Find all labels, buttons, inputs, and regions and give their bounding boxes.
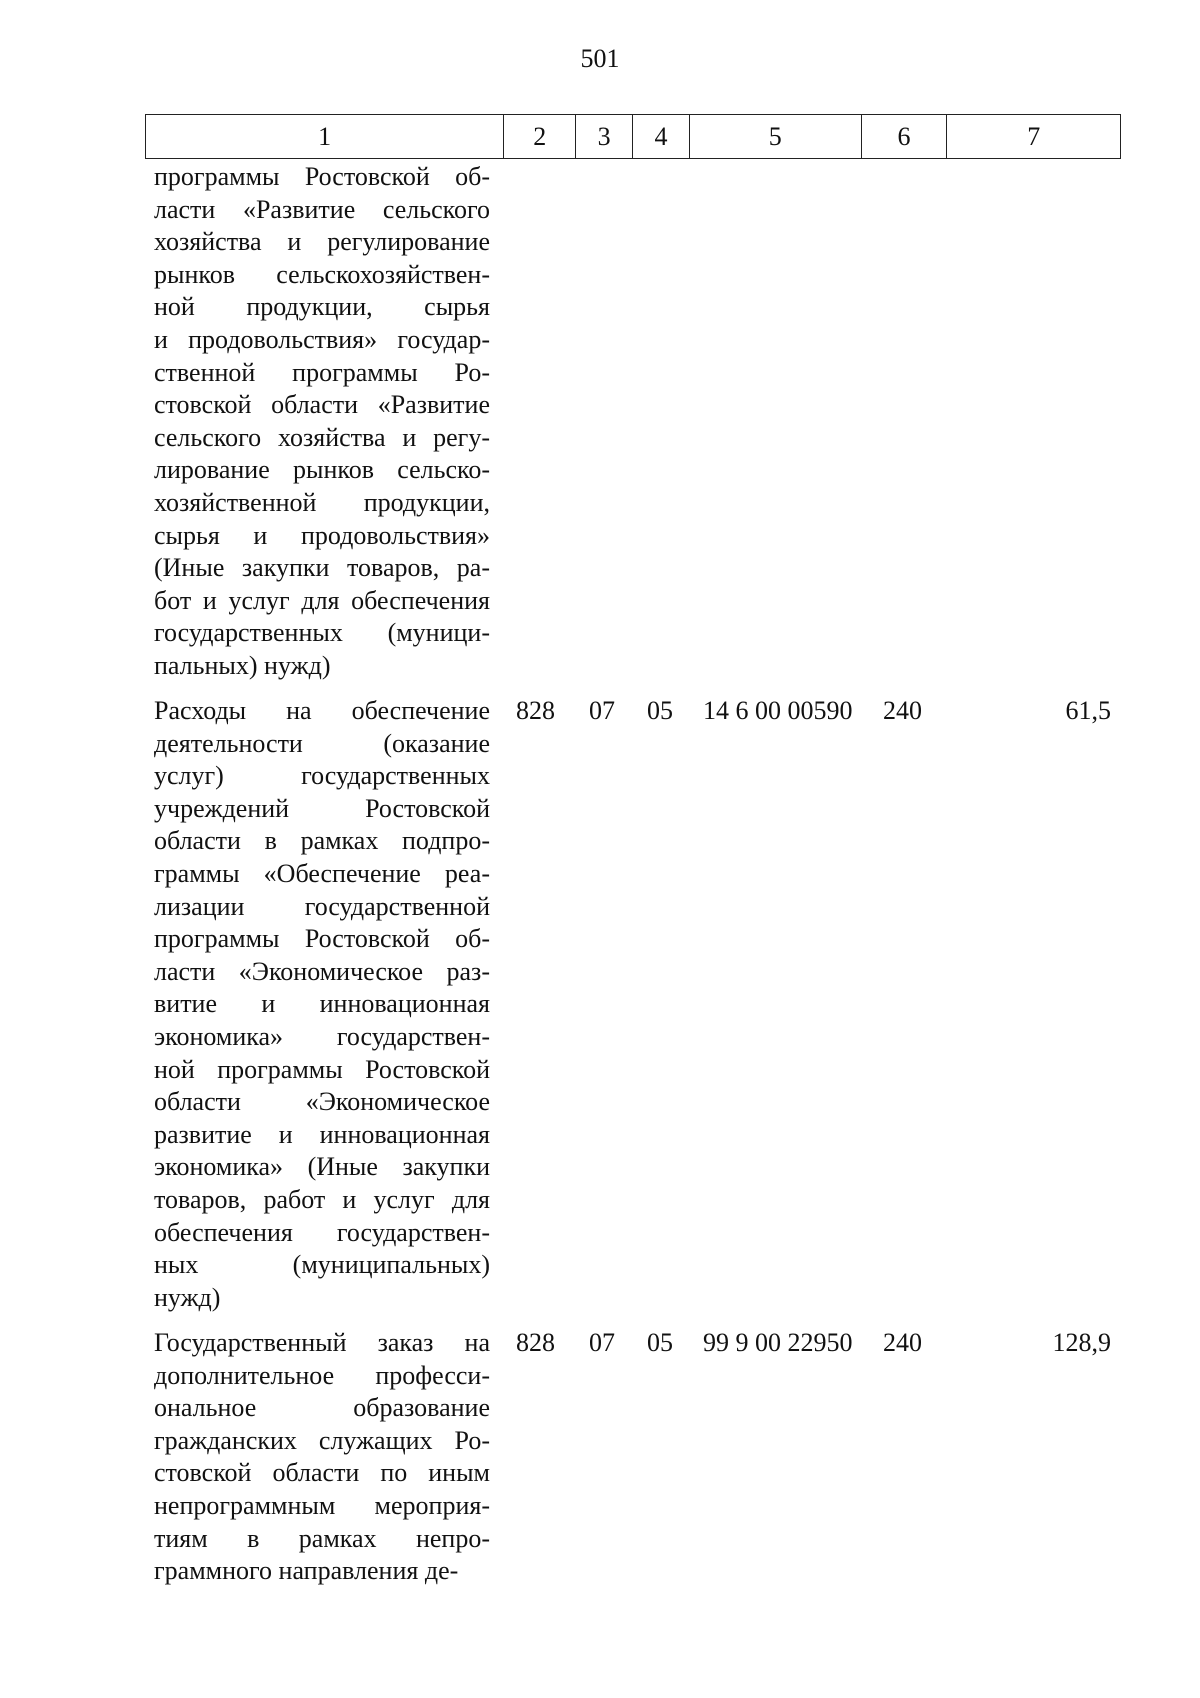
cell-col-6: 240: [883, 696, 922, 725]
cell-col-5: 99 9 00 22950: [703, 1328, 853, 1357]
description-line: сельского хозяйства и регу-: [154, 422, 490, 452]
cell-col-3: 07: [589, 696, 615, 725]
description-line: пальных) нужд): [154, 650, 331, 680]
row-description: [154, 695, 490, 1314]
description-line: Расходы на обеспечение: [154, 696, 490, 725]
description-line: хозяйственной продукции,: [154, 487, 490, 517]
description-line: непрограммным мероприя-: [154, 1490, 490, 1520]
description-line: ональное образование: [154, 1393, 490, 1423]
description-line: гражданских служащих Ро-: [154, 1425, 490, 1455]
description-line: экономика» (Иные закупки: [154, 1152, 490, 1182]
description-line: ственной программы Ро-: [154, 357, 490, 387]
description-line: нужд): [154, 1282, 221, 1312]
cell-col-3: 07: [589, 1328, 615, 1357]
page-number: 501: [580, 44, 620, 73]
description-line: учреждений Ростовской: [154, 793, 490, 823]
description-line: стовской области по иным: [154, 1458, 490, 1488]
description-line: области «Экономическое: [154, 1087, 490, 1117]
description-line: лирование рынков сельско-: [154, 455, 490, 485]
description-line: дополнительное професси-: [154, 1360, 490, 1390]
description-line: бот и услуг для обеспечения: [154, 585, 490, 615]
description-line: программы Ростовской об-: [154, 162, 490, 191]
header-col-3: 3: [576, 115, 633, 158]
cell-col-6: 240: [883, 1328, 922, 1357]
description-line: области в рамках подпро-: [154, 826, 490, 856]
cell-col-2: 828: [516, 696, 555, 725]
table-header: [145, 114, 1121, 159]
description-line: ласти «Экономическое раз-: [154, 956, 490, 986]
description-line: хозяйства и регулирование: [154, 227, 490, 257]
description-line: граммного направления де-: [154, 1556, 459, 1586]
header-col-6: 6: [862, 115, 948, 158]
description-line: ной продукции, сырья: [154, 292, 490, 322]
description-line: государственных (муници-: [154, 618, 490, 648]
header-col-7: 7: [1027, 121, 1041, 151]
cell-col-7: 61,5: [1065, 696, 1111, 725]
description-line: (Иные закупки товаров, ра-: [154, 553, 490, 583]
header-col-2: 2: [504, 115, 576, 158]
header-col-4: 4: [633, 115, 690, 158]
cell-col-7: 128,9: [1052, 1328, 1111, 1357]
description-line: сырья и продовольствия»: [154, 520, 490, 550]
description-line: стовской области «Развитие: [154, 390, 490, 420]
description-line: развитие и инновационная: [154, 1119, 490, 1149]
cell-col-2: 828: [516, 1328, 555, 1357]
cell-col-4: 05: [647, 696, 673, 725]
description-line: товаров, работ и услуг для: [154, 1184, 490, 1214]
description-line: услуг) государственных: [154, 761, 490, 791]
description-line: тиям в рамках непро-: [154, 1523, 490, 1553]
description-line: ласти «Развитие сельского: [154, 194, 490, 224]
header-col-5: 5: [690, 115, 862, 158]
description-line: ных (муниципальных): [154, 1250, 490, 1280]
cell-col-5: 14 6 00 00590: [703, 696, 853, 725]
description-line: программы Ростовской об-: [154, 924, 490, 954]
description-line: граммы «Обеспечение реа-: [154, 858, 490, 888]
description-line: Государственный заказ на: [154, 1328, 490, 1357]
description-line: ной программы Ростовской: [154, 1054, 490, 1084]
description-line: обеспечения государствен-: [154, 1217, 490, 1247]
cell-col-4: 05: [647, 1328, 673, 1357]
description-line: рынков сельскохозяйствен-: [154, 259, 490, 289]
description-line: витие и инновационная: [154, 989, 490, 1019]
description-line: экономика» государствен-: [154, 1021, 490, 1051]
header-col-1: 1: [146, 115, 504, 158]
row-description: [154, 1327, 490, 1588]
description-line: деятельности (оказание: [154, 728, 490, 758]
description-line: лизации государственной: [154, 891, 490, 921]
description-line: и продовольствия» государ-: [154, 324, 490, 354]
row-description: [154, 161, 490, 683]
